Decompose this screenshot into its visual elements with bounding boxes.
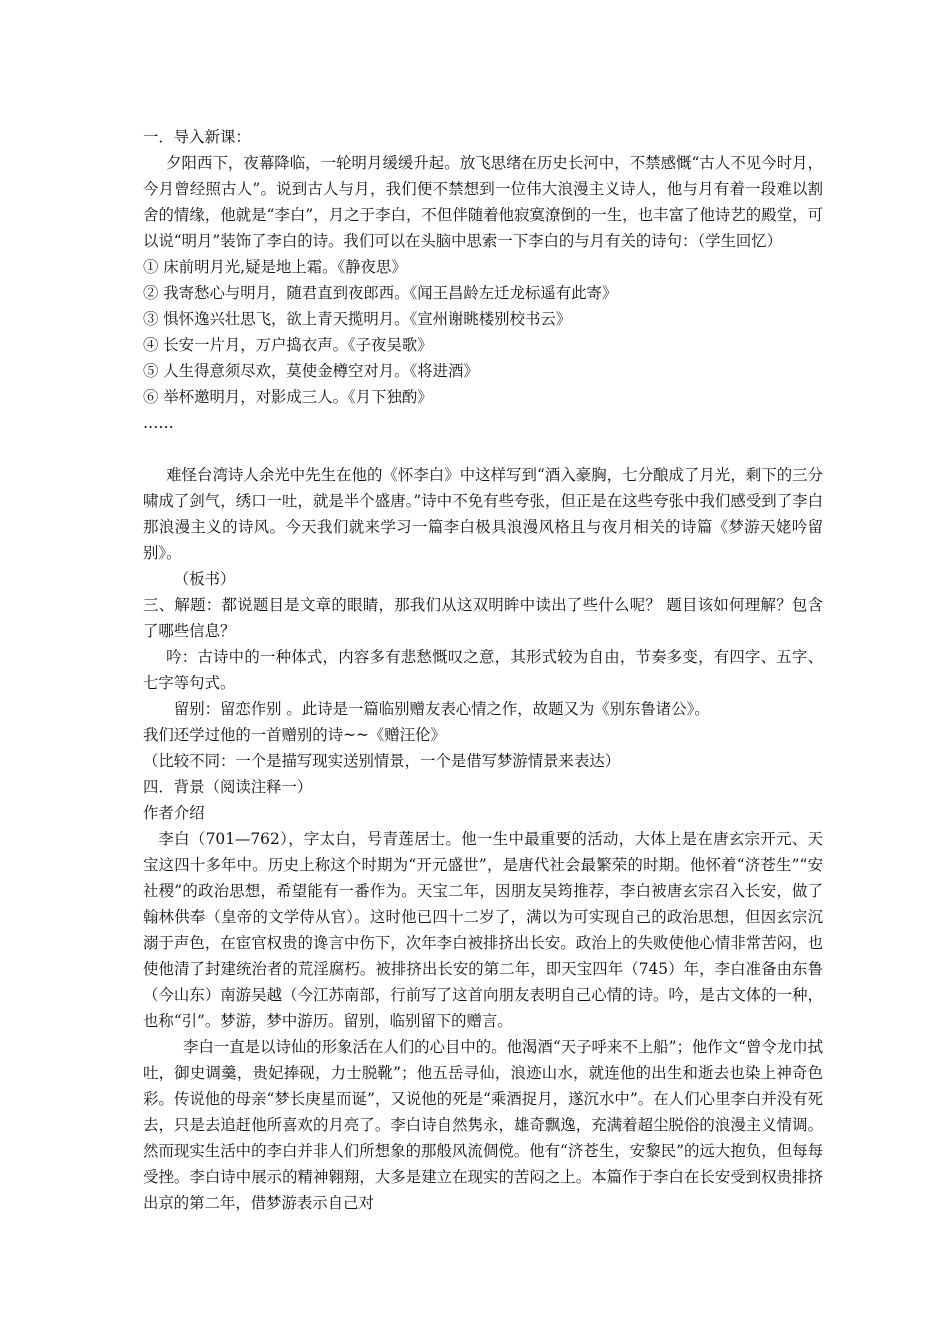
comparison-note: （比较不同：一个是描写现实送别情景，一个是借写梦游情景来表达）: [143, 752, 621, 770]
wanglun-note: 我们还学过他的一首赠别的诗~~《赠汪伦》: [143, 726, 446, 744]
poem-line-6: ⑥ 举杯邀明月，对影成三人。《月下独酌》: [143, 388, 433, 406]
title-analysis-heading: 三、解题：都说题目是文章的眼睛，那我们从这双明眸中读出了些什么呢？ 题目该如何理解？包含了哪些信息？: [143, 596, 823, 640]
author-heading: 作者介绍: [143, 804, 205, 822]
biography-paragraph: 李白（701—762），字太白，号青莲居士。他一生中最重要的活动，大体上是在唐玄宗开元、天宝这四十多年中。历史上称这个时期为“开元盛世”，是唐代社会最繁荣的时期。他怀着“济苍生”“安社稷”的政治思想，希望能有一番作为。天宝二年，因朋友吴筠推荐，李白被唐玄宗召入长安，做了翰林供奉（皇帝的文学侍从官）。这时他已四十二岁了，满以为可实现自己的政治思想，但因玄宗沉溺于声色，在宦官权贵的谗言中伤下，次年李白被排挤出长安。政治上的失败使他心情非常苦闷，也使他清了封建统治者的荒淫腐朽。被排挤出长安的第二年，即天宝四年（745）年，李白准备由东鲁（今山东）南游吴越（今江苏南部，行前写了这首向朋友表明自己心情的诗。吟，是古文体的一种，也称“引”。梦游，梦中游历。留别，临别留下的赠言。: [143, 830, 823, 1030]
yu-guangzhong-paragraph: 难怪台湾诗人余光中先生在他的《怀李白》中这样写到“酒入豪胸，七分酿成了月光，剩下的三分啸成了剑气，绣口一吐，就是半个盛唐。”诗中不免有些夸张，但正是在这些夸张中我们感受到了李白那浪漫主义的诗风。今天我们就来学习一篇李白极具浪漫风格且与夜月相关的诗篇《梦游天姥吟留别》。: [143, 466, 823, 562]
background-heading: 四．背景（阅读注释一）: [143, 778, 313, 796]
poem-line-1: ① 床前明月光,疑是地上霜。《静夜思》: [143, 258, 407, 276]
legend-paragraph: 李白一直是以诗仙的形象活在人们的心目中的。他渴酒“天子呼来不上船”；他作文“曾令龙巾拭吐，御史调羹，贵妃捧砚，力士脱靴”；他五岳寻仙，浪迹山水，就连他的出生和逝去也染上神奇色彩。传说他的母亲“梦长庚星而诞”，又说他的死是“乘酒捉月，遂沉水中”。在人们心里李白并没有死去，只是去追赶他所喜欢的月亮了。李白诗自然隽永，雄奇飘逸，充满着超尘脱俗的浪漫主义情调。然而现实生活中的李白并非人们所想象的那般风流倜傥。他有“济苍生，安黎民”的远大抱负，但每每受挫。李白诗中展示的精神翱翔，大多是建立在现实的苦闷之上。本篇作于李白在长安受到权贵排挤出京的第二年，借梦游表示自己对: [143, 1038, 823, 1212]
intro-paragraph: 夕阳西下，夜幕降临，一轮明月缓缓升起。放飞思绪在历史长河中，不禁感慨“古人不见今时月，今月曾经照古人”。说到古人与月，我们便不禁想到一位伟大浪漫主义诗人，他与月有着一段难以割舍的情缘，他就是“李白”，月之于李白，不但伴随着他寂寞潦倒的一生，也丰富了他诗艺的殿堂，可以说“明月”装饰了李白的诗。我们可以在头脑中思索一下李白的与月有关的诗句：（学生回忆）: [143, 154, 823, 250]
board-note: （板书）: [173, 570, 236, 588]
liubie-explanation: 留别：留恋作别 。此诗是一篇临别赠友表心情之作，故题又为《别东鲁诸公》。: [173, 700, 710, 718]
intro-heading: 一．导入新课：: [143, 128, 251, 146]
yin-explanation: 吟：古诗中的一种体式，内容多有悲愁慨叹之意，其形式较为自由，节奏多变，有四字、五字、七字等句式。: [143, 648, 823, 692]
poem-line-3: ③ 惧怀逸兴壮思飞，欲上青天揽明月。《宣州谢眺楼别校书云》: [143, 310, 572, 328]
poem-line-2: ② 我寄愁心与明月，随君直到夜郎西。《闻王昌龄左迁龙标遥有此寄》: [143, 284, 618, 302]
document-page: [143, 124, 823, 1216]
poem-line-4: ④ 长安一片月，万户捣衣声。《子夜吴歌》: [143, 336, 433, 354]
poem-line-5: ⑤ 人生得意须尽欢，莫使金樽空对月。《将进酒》: [143, 362, 479, 380]
ellipsis: ……: [143, 414, 174, 432]
